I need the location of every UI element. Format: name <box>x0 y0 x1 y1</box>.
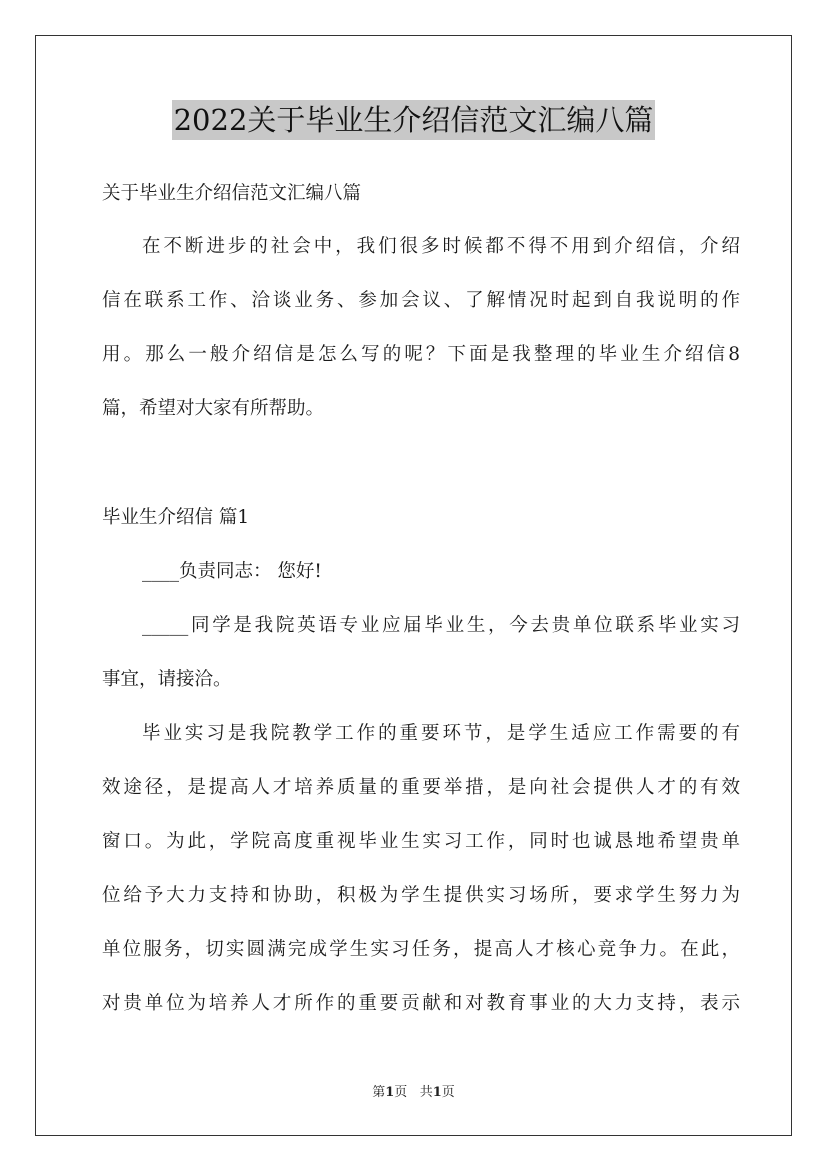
para2-line-3: 窗口。为此，学院高度重视毕业生实习工作，同时也诚恳地希望贵单 <box>102 831 740 852</box>
para2-line-1: 毕业实习是我院教学工作的重要环节，是学生适应工作需要的有 <box>142 723 740 744</box>
greeting-line: ____负责同志： 您好! <box>142 561 322 582</box>
document-subtitle: 关于毕业生介绍信范文汇编八篇 <box>102 183 362 204</box>
page-footer <box>0 1085 827 1101</box>
para1-line-1: _____同学是我院英语专业应届毕业生，今去贵单位联系毕业实习 <box>142 615 740 636</box>
intro-line-1: 在不断进步的社会中，我们很多时候都不得不用到介绍信，介绍 <box>142 236 740 257</box>
total-suffix: 页 <box>441 1085 455 1100</box>
section-heading: 毕业生介绍信 篇1 <box>102 507 250 528</box>
page-number: 1 <box>385 1085 395 1100</box>
page-prefix: 第 <box>372 1085 386 1100</box>
page-suffix: 页 <box>394 1085 408 1100</box>
total-number: 1 <box>432 1085 442 1100</box>
title-container <box>0 100 827 140</box>
intro-line-2: 信在联系工作、洽谈业务、参加会议、了解情况时起到自我说明的作 <box>102 290 740 311</box>
para2-line-4: 位给予大力支持和协助，积极为学生提供实习场所，要求学生努力为 <box>102 885 740 906</box>
para2-line-2: 效途径，是提高人才培养质量的重要举措，是向社会提供人才的有效 <box>102 777 740 798</box>
para1-line-2: 事宜，请接洽。 <box>102 669 232 690</box>
para2-line-5: 单位服务，切实圆满完成学生实习任务，提高人才核心竞争力。在此， <box>102 939 740 960</box>
intro-line-3: 用。那么一般介绍信是怎么写的呢？下面是我整理的毕业生介绍信8 <box>102 344 740 365</box>
intro-line-4: 篇，希望对大家有所帮助。 <box>102 398 325 419</box>
para2-line-6: 对贵单位为培养人才所作的重要贡献和对教育事业的大力支持，表示 <box>102 993 740 1014</box>
total-prefix: 共 <box>419 1085 433 1100</box>
document-title: 2022关于毕业生介绍信范文汇编八篇 <box>172 100 656 140</box>
